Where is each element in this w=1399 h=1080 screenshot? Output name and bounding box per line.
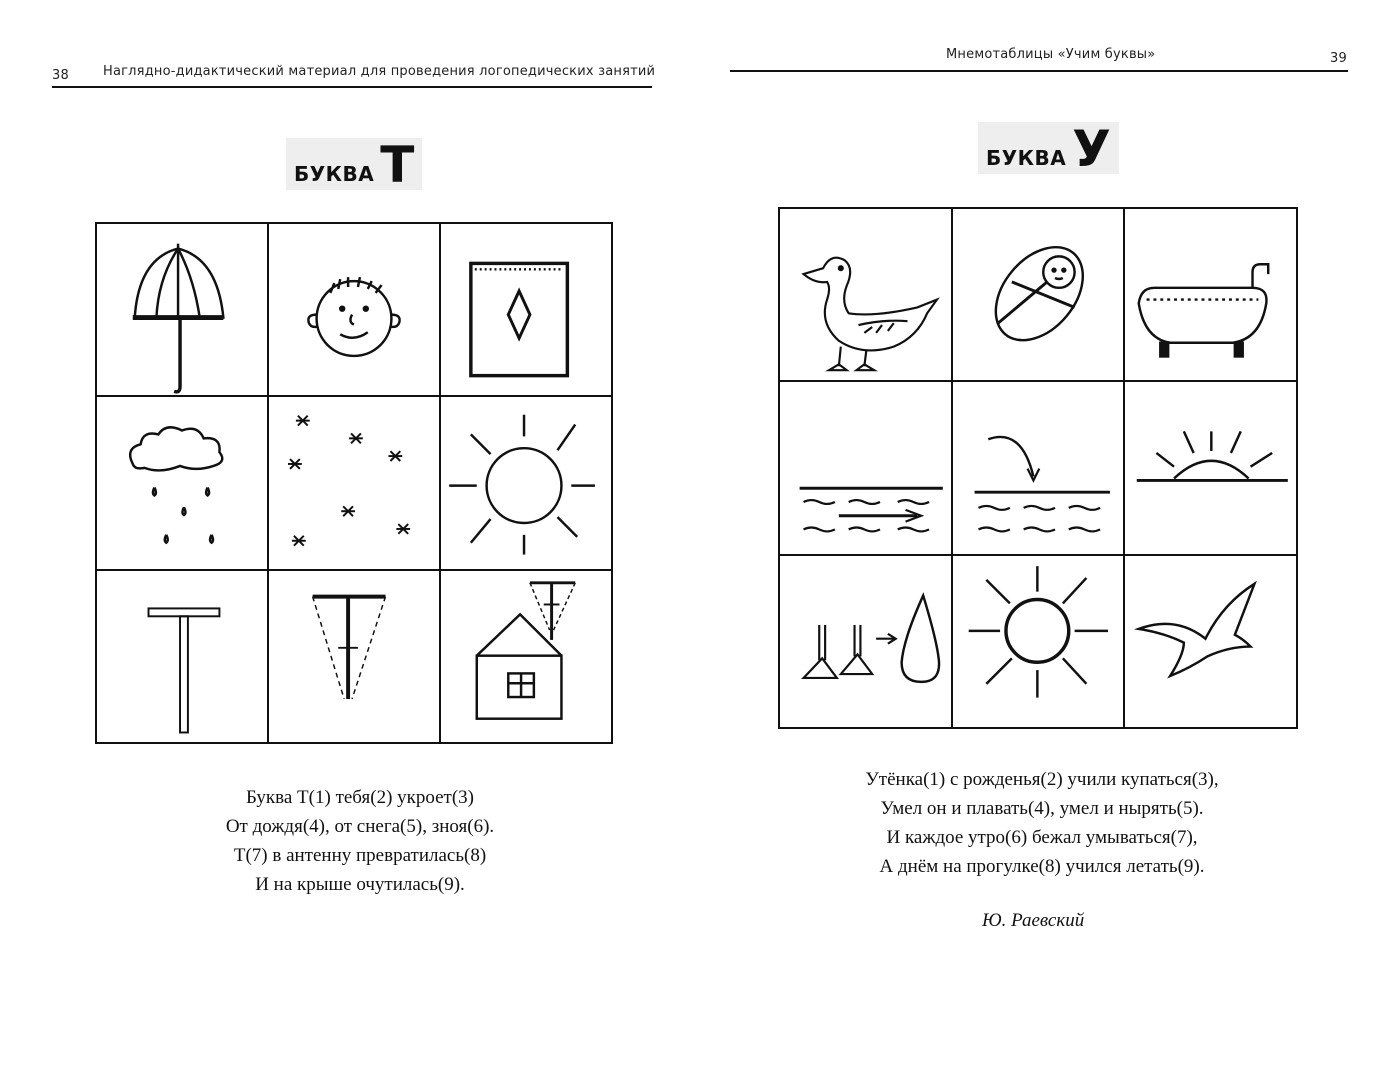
snowflakes-icon [269,397,439,568]
mnemonic-table [95,222,613,744]
bathtub-icon [1125,209,1296,380]
card-icon [441,224,611,395]
poem [140,783,580,899]
poem-author: Ю. Раевский [982,910,1085,931]
diving-arrow-icon [953,382,1124,553]
duckling-icon [780,209,951,380]
mnemonic-table [778,207,1298,729]
table-cell-6 [1124,381,1297,554]
header-rule [52,86,652,88]
umbrella-icon [97,224,267,395]
title-word: БУКВА [986,146,1067,170]
antenna-icon [269,571,439,742]
swaddled-baby-icon [953,209,1124,380]
rain-cloud-icon [97,397,267,568]
table-cell-3 [1124,208,1297,381]
poem-line: Буква Т(1) тебя(2) укроет(3) [245,787,474,808]
poem-line: Т(7) в антенну превратилась(8) [233,845,487,866]
house-antenna-icon [441,571,611,742]
table-cell-5 [952,381,1125,554]
feet-to-drop-icon [780,556,951,727]
table-cell-8 [952,555,1125,728]
right-page [700,0,1399,1080]
table-cell-9 [440,570,612,743]
face-icon [269,224,439,395]
poem-line: И на крыше очутилась(9). [255,874,465,895]
sun-icon [441,397,611,568]
title-letter: Т [380,136,415,194]
title-letter: У [1072,120,1111,178]
poem-line: Умел он и плавать(4), умел и нырять(5). [880,798,1204,819]
table-cell-2 [952,208,1125,381]
header-rule [730,70,1348,72]
swimming-waves-icon [780,382,951,553]
table-cell-1 [779,208,952,381]
sunrise-icon [1125,382,1296,553]
table-cell-4 [779,381,952,554]
page-title [286,136,422,194]
letter-t-icon [97,571,267,742]
table-cell-6 [440,396,612,569]
sun-icon [953,556,1124,727]
table-cell-3 [440,223,612,396]
poem-line: От дождя(4), от снега(5), зноя(6). [225,816,495,837]
poem-line: Утёнка(1) с рожденья(2) учили купаться(3), [865,769,1219,790]
poem-line: А днём на прогулке(8) учился летать(9). [879,856,1205,877]
poem-line: И каждое утро(6) бежал умываться(7), [886,827,1198,848]
table-cell-7 [779,555,952,728]
page-title [978,120,1119,178]
table-cell-1 [96,223,268,396]
flying-bird-icon [1125,556,1296,727]
table-cell-2 [268,223,440,396]
running-head: Мнемотаблицы «Учим буквы» [946,47,1156,62]
poem [782,765,1302,881]
table-cell-4 [96,396,268,569]
table-cell-8 [268,570,440,743]
table-cell-7 [96,570,268,743]
running-head: Наглядно-дидактический материал для проведения логопедических занятий [103,64,656,79]
page-number: 38 [52,68,69,83]
table-cell-9 [1124,555,1297,728]
title-word: БУКВА [294,162,375,186]
table-cell-5 [268,396,440,569]
page-number: 39 [1330,51,1347,66]
